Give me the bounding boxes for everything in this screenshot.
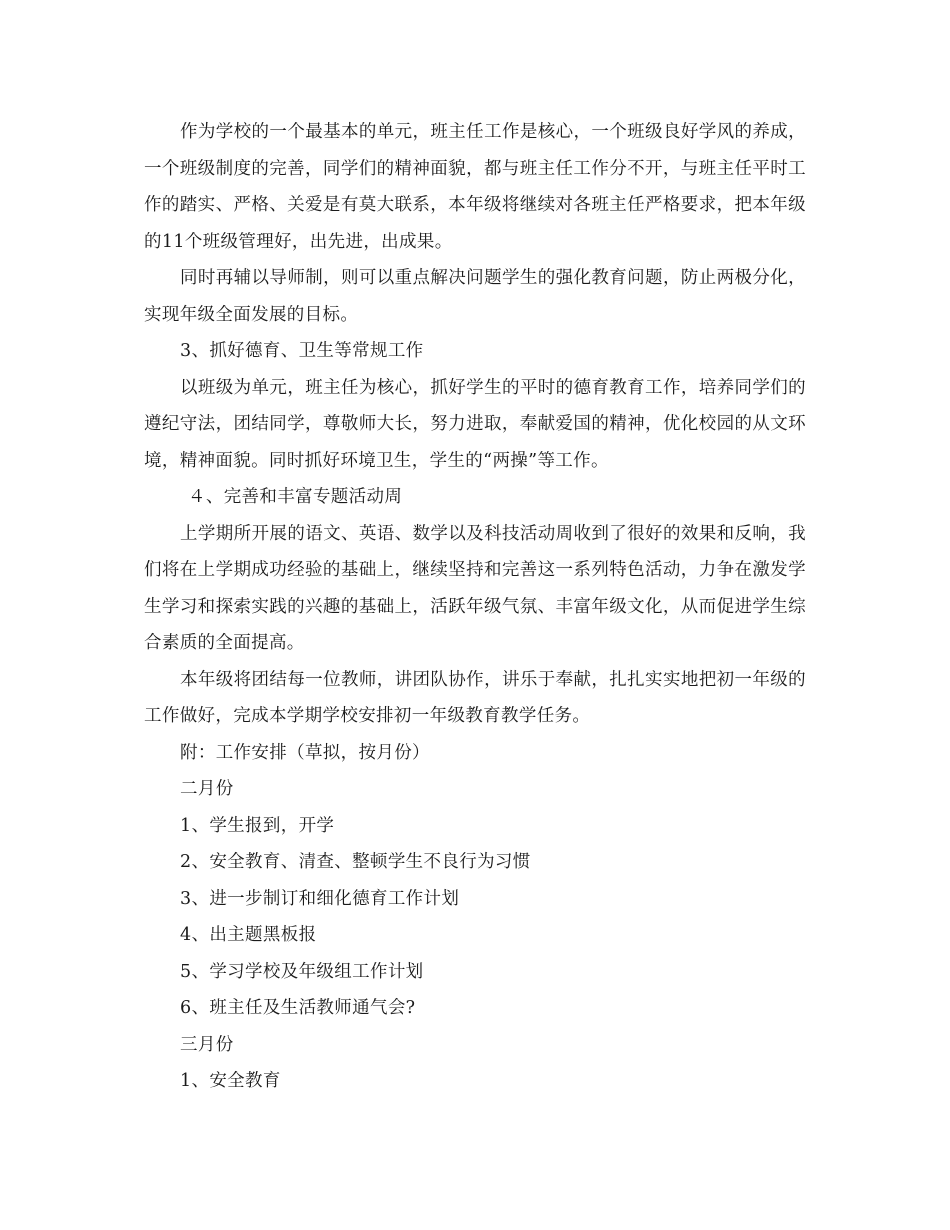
- paragraph-class-teacher-core: 作为学校的一个最基本的单元，班主任工作是核心，一个班级良好学风的养成，一个班级制度的完善，同学们的精神面貌，都与班主任工作分不开，与班主任平时工作的踏实、严格、关爱是有莫大联系，本年级将继续对各班主任严格要求，把本年级的11个班级管理好，出先进，出成果。: [144, 122, 806, 252]
- section-heading-activity-week: ４、完善和丰富专题活动周: [188, 487, 403, 507]
- list-item: 4、出主题黑板报: [180, 925, 317, 945]
- list-item: 1、学生报到，开学: [180, 815, 335, 836]
- paragraph-moral-education: 以班级为单元，班主任为核心，抓好学生的平时的德育教育工作，培养同学们的遵纪守法，团结同学，尊敬师大长，努力进取，奉献爱国的精神，优化校园的从文环境，精神面貌。同时抓好环境卫生，学生的“两操”等工作。: [144, 377, 806, 471]
- list-item: 2、安全教育、清查、整顿学生不良行为习惯: [180, 852, 531, 872]
- list-item: 5、学习学校及年级组工作计划: [180, 961, 424, 982]
- month-title-february: 二月份: [180, 779, 234, 799]
- paragraph-teamwork: 本年级将团结每一位教师，讲团队协作，讲乐于奉献，扎扎实实地把初一年级的工作做好，完成本学期学校安排初一年级教育教学任务。: [144, 669, 806, 726]
- section-heading-moral-hygiene: 3、抓好德育、卫生等常规工作: [180, 341, 424, 361]
- document-body: [144, 114, 806, 1100]
- month-title-march: 三月份: [180, 1034, 234, 1055]
- list-item: 1、安全教育: [180, 1071, 281, 1091]
- paragraph-activity-week: 上学期所开展的语文、英语、数学以及科技活动周收到了很好的效果和反响，我们将在上学期成功经验的基础上，继续坚持和完善这一系列特色活动，力争在激发学生学习和探索实践的兴趣的基础上，活跃年级气氛、丰富年级文化，从而促进学生综合素质的全面提高。: [144, 523, 806, 653]
- list-item: 3、进一步制订和细化德育工作计划: [180, 888, 460, 909]
- schedule-heading: 附：工作安排（草拟，按月份）: [180, 742, 430, 763]
- list-item: 6、班主任及生活教师通气会?: [180, 998, 416, 1018]
- paragraph-mentor-system: 同时再辅以导师制，则可以重点解决问题学生的强化教育问题，防止两极分化，实现年级全面发展的目标。: [144, 268, 806, 325]
